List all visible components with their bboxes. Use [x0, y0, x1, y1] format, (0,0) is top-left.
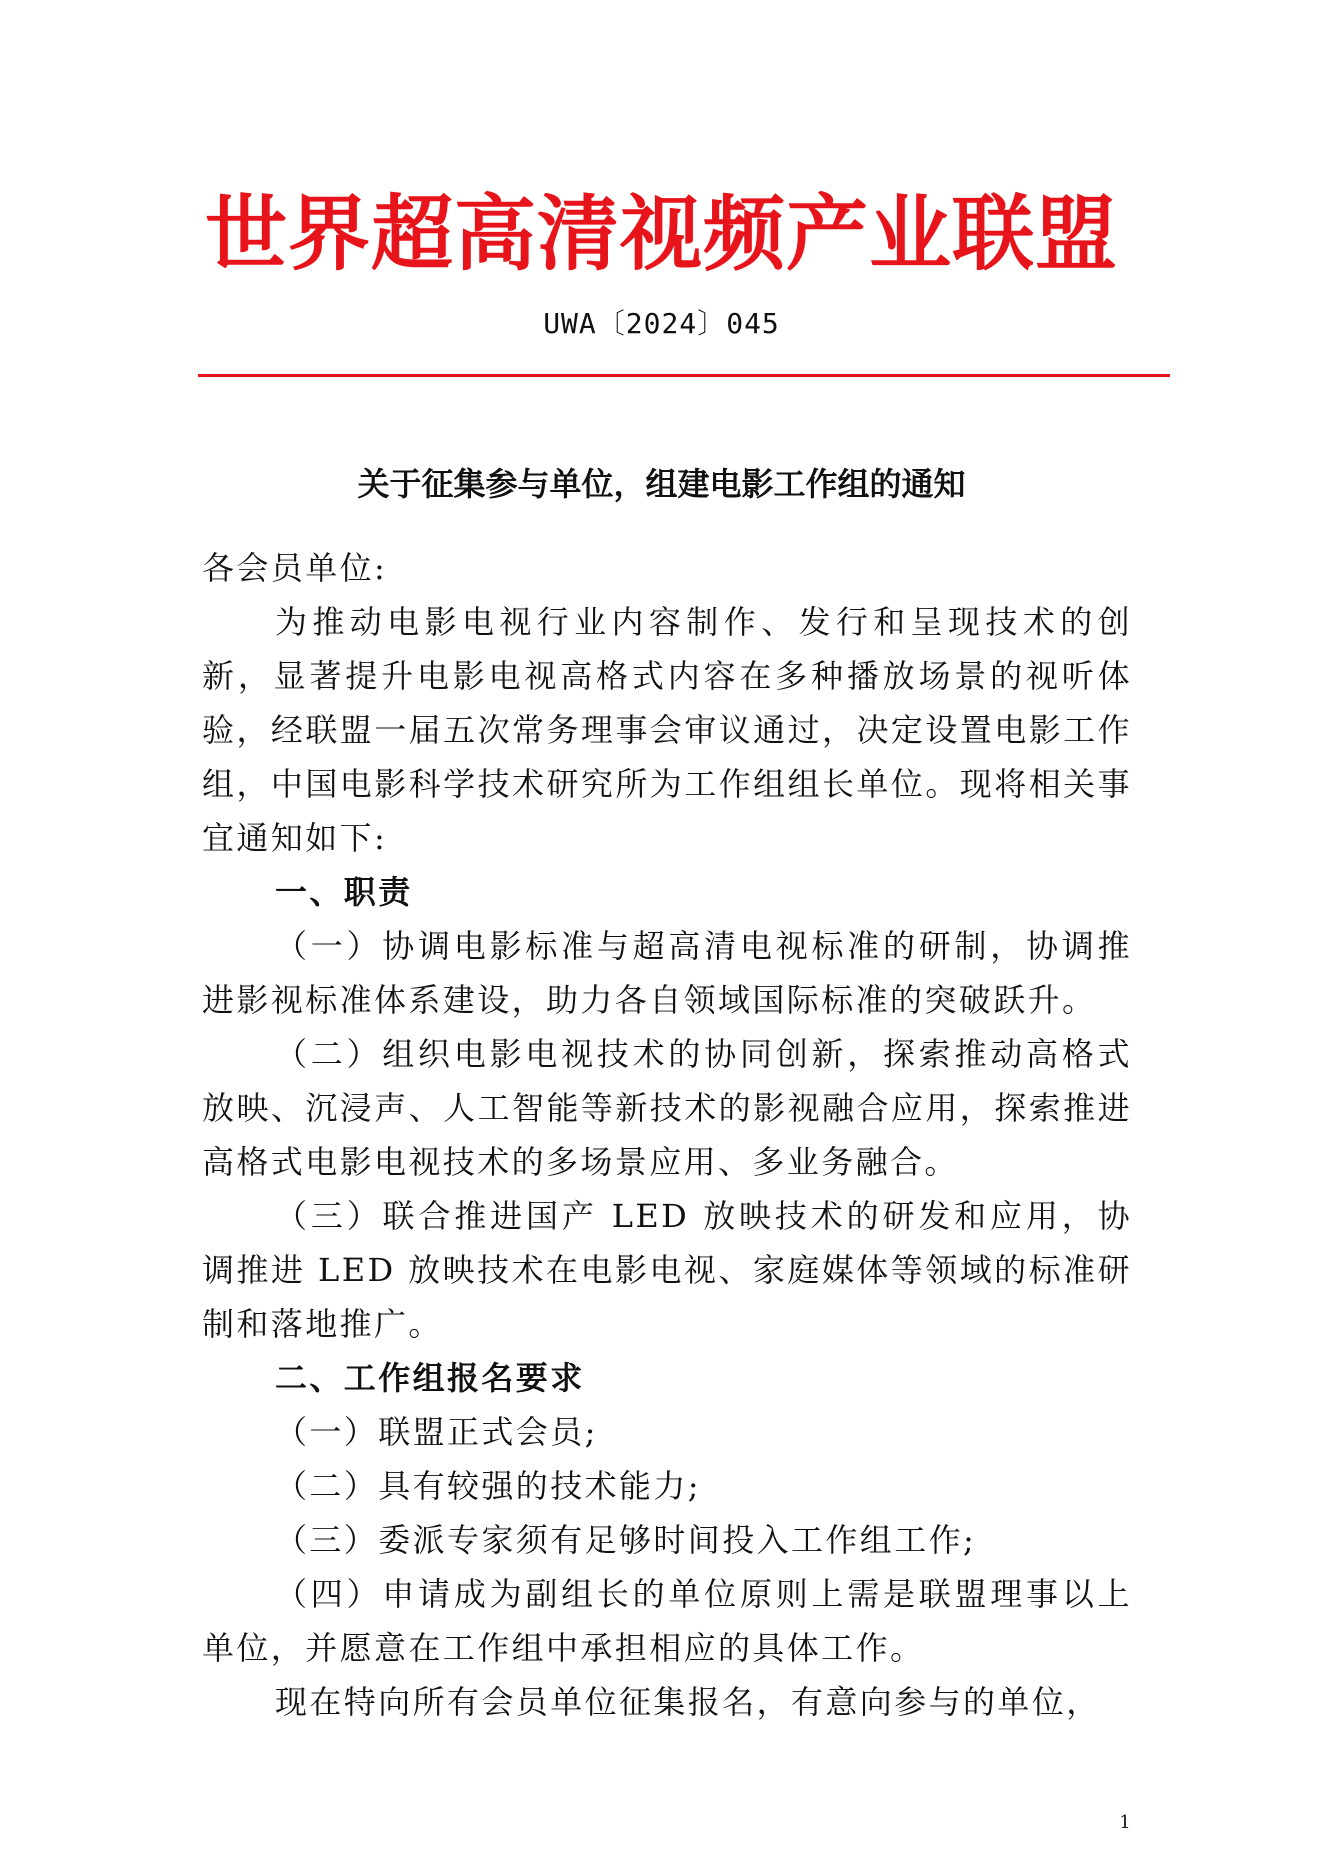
document-number: UWA〔2024〕045	[543, 307, 780, 340]
header-divider	[198, 374, 1170, 377]
duty-item: （二）组织电影电视技术的协同创新，探索推动高格式放映、沉浸声、人工智能等新技术的影视融合应用，探索推进高格式电影电视技术的多场景应用、多业务融合。	[202, 1035, 1132, 1181]
section-heading-requirements: 二、工作组报名要求	[275, 1359, 585, 1397]
organization-title: 世界超高清视频产业联盟	[204, 187, 1118, 282]
requirement-item: （一）联盟正式会员;	[275, 1413, 598, 1451]
page-number: 1	[1119, 1812, 1131, 1833]
requirement-item: （二）具有较强的技术能力;	[275, 1467, 701, 1505]
notice-body	[202, 541, 1132, 1729]
requirement-item: （四）申请成为副组长的单位原则上需是联盟理事以上单位，并愿意在工作组中承担相应的具体工作。	[202, 1575, 1132, 1667]
section-heading-duties: 一、职责	[275, 873, 413, 911]
salutation: 各会员单位:	[202, 549, 388, 587]
notice-title: 关于征集参与单位，组建电影工作组的通知	[357, 465, 966, 503]
requirement-item: （三）委派专家须有足够时间投入工作组工作;	[275, 1521, 977, 1559]
intro-paragraph: 为推动电影电视行业内容制作、发行和呈现技术的创新，显著提升电影电视高格式内容在多种播放场景的视听体验，经联盟一届五次常务理事会审议通过，决定设置电影工作组，中国电影科学技术研究所为工作组组长单位。现将相关事宜通知如下:	[202, 603, 1132, 857]
closing-paragraph: 现在特向所有会员单位征集报名，有意向参与的单位，	[275, 1683, 1101, 1721]
duty-item: （三）联合推进国产 LED 放映技术的研发和应用，协调推进 LED 放映技术在电影电视、家庭媒体等领域的标准研制和落地推广。	[202, 1197, 1132, 1343]
duty-item: （一）协调电影标准与超高清电视标准的研制，协调推进影视标准体系建设，助力各自领域国际标准的突破跃升。	[202, 927, 1132, 1019]
